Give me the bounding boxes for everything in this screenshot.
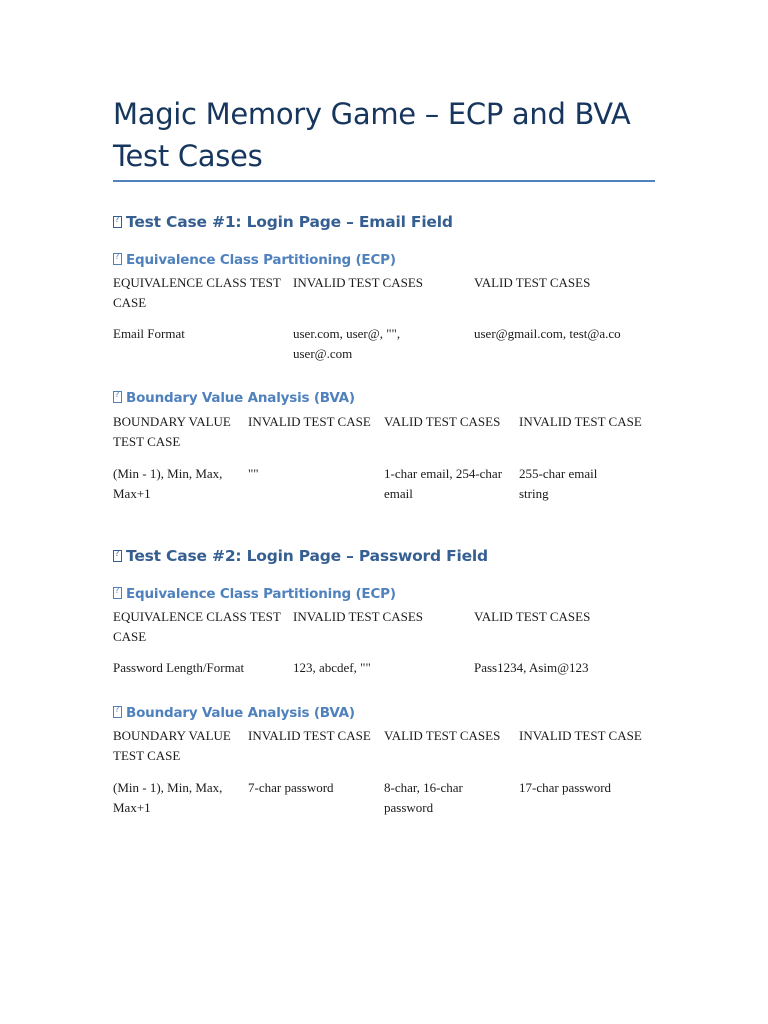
table-header-cell: EQUIVALENCE CLASS TEST CASE [113, 609, 281, 644]
table-cell: "" [248, 466, 259, 481]
document-title: Magic Memory Game – ECP and BVA Test Cases [113, 97, 631, 173]
table-header-cell: INVALID TEST CASE [248, 414, 371, 429]
section-2-heading-text: Test Case #2: Login Page – Password Field [126, 547, 488, 565]
section-1-bva-heading [113, 390, 355, 406]
table-header-cell: EQUIVALENCE CLASS TEST CASE [113, 275, 281, 310]
table-header-cell: VALID TEST CASES [384, 728, 501, 743]
table-header-cell: VALID TEST CASES [474, 275, 591, 290]
section-2-bva-heading [113, 705, 355, 721]
missing-glyph-icon [113, 587, 122, 599]
section-1-bva-heading-text: Boundary Value Analysis (BVA) [126, 390, 355, 406]
section-2-ecp-heading [113, 586, 396, 602]
table-cell: user@gmail.com, test@a.co [474, 326, 621, 341]
table-header-cell: VALID TEST CASES [384, 414, 501, 429]
table-cell: Password Length/Format [113, 660, 245, 675]
table-cell: 1-char email, 254-char email [384, 466, 503, 501]
section-1-ecp-heading-text: Equivalence Class Partitioning (ECP) [126, 252, 396, 268]
table-header-cell: BOUNDARY VALUE TEST CASE [113, 728, 231, 763]
table-cell: 7-char password [248, 780, 334, 795]
missing-glyph-icon [113, 550, 122, 562]
section-2-bva-heading-text: Boundary Value Analysis (BVA) [126, 705, 355, 721]
table-cell: user.com, user@, "", user@.com [293, 326, 401, 361]
section-2-heading [113, 547, 488, 565]
section-1-ecp-heading [113, 252, 396, 268]
table-header-cell: INVALID TEST CASE [248, 728, 371, 743]
table-header-cell: INVALID TEST CASE [519, 728, 642, 743]
table-cell: Email Format [113, 326, 185, 341]
table-cell: Pass1234, Asim@123 [474, 660, 589, 675]
missing-glyph-icon [113, 253, 122, 265]
missing-glyph-icon [113, 391, 122, 403]
table-header-cell: INVALID TEST CASE [519, 414, 642, 429]
missing-glyph-icon [113, 216, 122, 228]
table-header-cell: INVALID TEST CASES [293, 609, 424, 624]
table-header-cell: BOUNDARY VALUE TEST CASE [113, 414, 231, 449]
table-cell: 8-char, 16-char password [384, 780, 463, 815]
table-cell: 123, abcdef, "" [293, 660, 371, 675]
table-cell: (Min - 1), Min, Max, Max+1 [113, 466, 223, 501]
section-2-ecp-heading-text: Equivalence Class Partitioning (ECP) [126, 586, 396, 602]
table-cell: 255-char email string [519, 466, 598, 501]
table-cell: (Min - 1), Min, Max, Max+1 [113, 780, 223, 815]
table-header-cell: VALID TEST CASES [474, 609, 591, 624]
table-cell: 17-char password [519, 780, 612, 795]
section-1-heading [113, 213, 453, 231]
title-underline [113, 180, 655, 182]
table-header-cell: INVALID TEST CASES [293, 275, 424, 290]
missing-glyph-icon [113, 706, 122, 718]
section-1-heading-text: Test Case #1: Login Page – Email Field [126, 213, 453, 231]
